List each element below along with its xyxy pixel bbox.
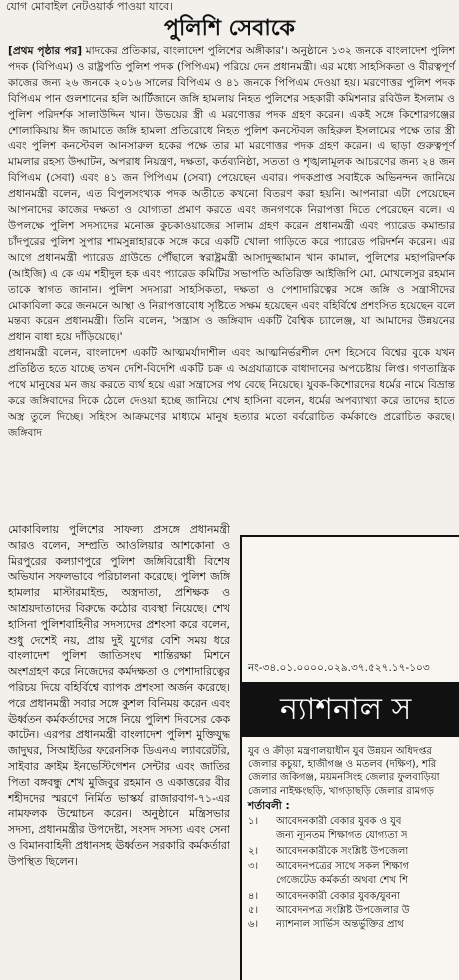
criteria-list [248,815,459,933]
criteria-item [248,890,459,904]
item-text: আবেদনপত্রের সাথে সকল শিক্ষাগ [276,860,410,872]
item-number: ২। [248,846,259,858]
paragraph-1-text: মাদকের প্রতিকার, বাংলাদেশ পুলিশের অঙ্গীকার'। অনুষ্ঠানে ১৩২ জনকে বাংলাদেশ পুলিশ পদক (বিপিএম) ও রাষ্ট্রপতি পুলিশ পদক (পিপিএম) পরিয়ে দেন প্রধানমন্ত্রী। এর মধ্যে সাহসিকতা ও বীরত্বপূর্ণ কাজের জন্য ২৬ জনকে ২০১৬ সালের বিপিএম ও ৪১ জনকে পিপিএম দেওয়া হয়। মরণোত্তর পুলিশ পদক বিপিএম পান গুলশানের হলি আর্টিজানে জঙ্গি হামলায় নিহত পুলিশের সহকারী কমিশনার রবিউল ইসলাম ও পুলিশ পরিদর্শক সালাউদ্দিন খান। উভয়ের স্ত্রী এ মরণোত্তর পদক গ্রহণ করেন। একই সঙ্গে কিশোরগঞ্জের শোলাকিয়ায় ঈদ জামাতে জঙ্গি হামলা প্রতিরোধে নিহত পুলিশ কনস্টেবল জহিরুল ইসলামের পক্ষে তার স্ত্রী এবং পুলিশ কনস্টেবল আনসারুল হকের পক্ষে তার মা মরণোত্তর পদক গ্রহণ করেন। এ ছাড়া গুরুত্বপূর্ণ মামলার রহস্য উদ্ঘাটন, অপরাধ নিয়ন্ত্রণ, দক্ষতা, কর্তব্যনিষ্ঠা, সততা ও শৃঙ্খলামূলক আচরণের জন্য ২৪ জন বিপিএম (সেবা) এবং ৪১ জন পিপিএম (সেবা) পেয়েছেন এবার। পদকপ্রাপ্ত সবাইকে অভিনন্দন জানিয়ে প্রধানমন্ত্রী বলেন, এত বিপুলসংখ্যক পদক অতীতে কখনো বিতরণ করা হয়নি। আপনারা এটা পেয়েছেন আপনাদের কাজের দক্ষতা ও যোগ্যতা প্রমাণ করতে এবং জনগণকে নিরাপত্তা দিতে পেরেছেন বলে। এ উপলক্ষে পুলিশ সদস্যদের মনোজ্ঞ কুচকাওয়াজের সালাম গ্রহণ করেন প্রধানমন্ত্রী এবং প্যারেড কমান্ডার চাঁদপুরের পুলিশ সুপার শামসুন্নাহারকে সঙ্গে করে একটি খোলা গাড়িতে করে প্যারেড পরিদর্শন করেন। এর আগে প্রধানমন্ত্রী প্যারেড গ্রাউন্ডে পৌঁছালে স্বরাষ্ট্রমন্ত্রী আসাদুজ্জামান খান কামাল, পুলিশের মহাপরিদর্শক (আইজি) এ কে এম শহীদুল হক এবং প্যারেড কমিটির সভাপতি অতিরিক্ত আইজিপি মো. মোখলেসুর রহমান তাকে স্বাগত জানান। পুলিশ সদস্যরা সাহসিকতা, দক্ষতা ও পেশাদারিত্বের সঙ্গে জঙ্গি ও সন্ত্রাসীদের মোকাবিলা করে জনমনে আস্থা ও নিরাপত্তাবোধ সৃষ্টিতে সক্ষম হয়েছেন এবং বহির্বিশ্বে প্রশংসিত হয়েছেন বলে মন্তব্য করেন প্রধানমন্ত্রী। তিনি বলেন, 'সন্ত্রাস ও জঙ্গিবাদ একটি বৈশ্বিক চ্যালেঞ্জ, যা আমাদের উন্নয়নের প্রধান বাধা হয়ে দাঁড়িয়েছে।' [8,45,455,344]
advertisement-notice [240,535,459,980]
criteria-item-continuation [248,874,459,888]
item-number: ৩। [248,860,259,872]
criteria-item [248,860,459,874]
item-text: আবেদনকারী বেকার যুবক ও যুব [276,816,402,827]
item-text: আবেদনপত্র সংশ্লিষ্ট উপজেলার উ [276,905,410,917]
notice-intro [248,745,459,798]
criteria-item [248,815,459,829]
intro-line: যুব ও ক্রীড়া মন্ত্রণালয়াধীন যুব উন্নয়ন অধিদপ্তর [248,746,432,757]
item-text: আবেদনকারী বেকার যুবক/যুবনা [276,891,400,903]
notice-banner: ন্যাশনাল স [242,682,459,737]
criteria-item-continuation [248,829,459,843]
item-text: গেজেটেড কর্মকর্তা অথবা শেখ শি [276,874,408,886]
item-text: আবেদনকারীকে সংশ্লিষ্ট উপজেলা [276,846,409,858]
item-number: ৫। [248,905,259,917]
criteria-item [248,904,459,918]
criteria-heading: শর্তাবলী : [248,800,290,812]
article-paragraph-2: প্রধানমন্ত্রী বলেন, বাংলাদেশ একটি আত্মমর্যাদাশীল এবং আত্মনির্ভরশীল দেশ হিসেবে বিশ্বের বুকে যখন প্রতিষ্ঠিত হতে যাচ্ছে তখন দেশি-বিদেশি একটি চক্র এ অগ্রযাত্রাকে বাধাদানের অপচেষ্টায় লিপ্ত। গণতান্ত্রিক পথে মানুষের মন জয় করতে ব্যর্থ হয়ে এরা সন্ত্রাসের পথ বেছে নিয়েছে। যুবক-কিশোরদের ধর্মের নামে বিভ্রান্ত করে জঙ্গিবাদের দিকে ঠেলে দেওয়া হচ্ছে জানিয়ে শেখ হাসিনা বলেন, ধর্মের অপব্যাখ্যা করে তাদের হাতে অস্ত্র তুলে দিচ্ছে। সহিংস আক্রমণের মাধ্যমে মানুষ হত্যার মতো বর্বরোচিত কর্মকাণ্ডে প্ররোচিত করছে। জঙ্গিবাদ [8,347,455,439]
intro-line: জেলার নাইক্ষংছড়ি, খাগড়াছড়ি জেলার রামগড় [248,785,434,797]
criteria-item [248,845,459,859]
notice-reference-number: নং-৩৪.০১.০০০০.০২৯.৩৭.৫২৭.১৭-১০৩ [248,662,430,674]
article-headline: পুলিশি সেবাকে [164,16,295,41]
intro-line: জেলার কচুয়া, হাজীগঞ্জ ও মতলব (দক্ষিণ), শরি [248,759,437,771]
article-column-continued [8,522,230,976]
continuation-marker: [প্রথম পৃষ্ঠার পর] [8,45,83,57]
item-number: ৪। [248,891,259,903]
item-number: ১। [248,816,259,827]
criteria-item [248,918,459,932]
previous-article-snippet: যোগ মোবাইল নেটওয়ার্ক পাওয়া যাবে। [6,0,174,13]
intro-line: জেলার জকিগঞ্জ, ময়মনসিংহ জেলার ফুলবাড়িয়া [248,772,440,784]
item-text: জন্য ন্যূনতম শিক্ষাগত যোগ্যতা স [276,830,408,842]
article-body [8,44,455,442]
item-text: ন্যাশনাল সার্ভিস অন্তর্ভুক্তির প্রাথ [276,919,404,931]
article-paragraph-1 [8,44,455,346]
item-number: ৬। [248,919,259,931]
column-text: মোকাবিলায় পুলিশের সাফল্য প্রসঙ্গে প্রধানমন্ত্রী আরও বলেন, সম্প্রতি আওলিয়ার আশকোনা ও মিরপুরের কল্যাণপুরে পুলিশ জঙ্গিবিরোধী বিশেষ অভিযান সফলভাবে পরিচালনা করেছে। পুলিশ জঙ্গি হামলার মাস্টারমাইন্ড, অস্ত্রদাতা, প্রশিক্ষক ও আশ্রয়দাতাদের বিরুদ্ধে কঠোর ব্যবস্থা নিয়েছে। শেখ হাসিনা পুলিশবাহিনীর সদস্যদের প্রশংসা করে বলেন, শুধু দেশেই নয়, প্রায় দুই যুগের বেশি সময় ধরে বাংলাদেশ পুলিশ জাতিসংঘ শান্তিরক্ষা মিশনে অংশগ্রহণ করে নিজেদের কর্মদক্ষতা ও পেশাদারিত্বের পরিচয় দিয়ে বহির্বিশ্বে ব্যাপক প্রশংসা অর্জন করেছে। পরে প্রধানমন্ত্রী সবার সঙ্গে কুশল বিনিময় করেন এবং ঊর্ধ্বতন কর্মকর্তাদের সঙ্গে নিয়ে পুলিশ দিবসের কেক কাটেন। এরপর প্রধানমন্ত্রী বাংলাদেশ পুলিশ মুক্তিযুদ্ধ জাদুঘর, সিআইডির ফরেনসিক ডিএনএ ল্যাবরেটরি, সাইবার ক্রাইম ইনভেস্টিগেশন সেন্টার এবং জাতির পিতা বঙ্গবন্ধু শেখ মুজিবুর রহমান ও একাত্তরের বীর শহীদদের স্মরণে নির্মিত ভাস্কর্য রাজারবাগ-৭১-এর নামফলক উন্মোচন করেন। অনুষ্ঠানে মন্ত্রিসভার সদস্য, প্রধানমন্ত্রীর উপদেষ্টা, সংসদ সদস্য এবং সেনা ও বিমানবাহিনী প্রধানসহ ঊর্ধ্বতন সরকারি কর্মকর্তারা উপস্থিত ছিলেন। [8,523,230,868]
